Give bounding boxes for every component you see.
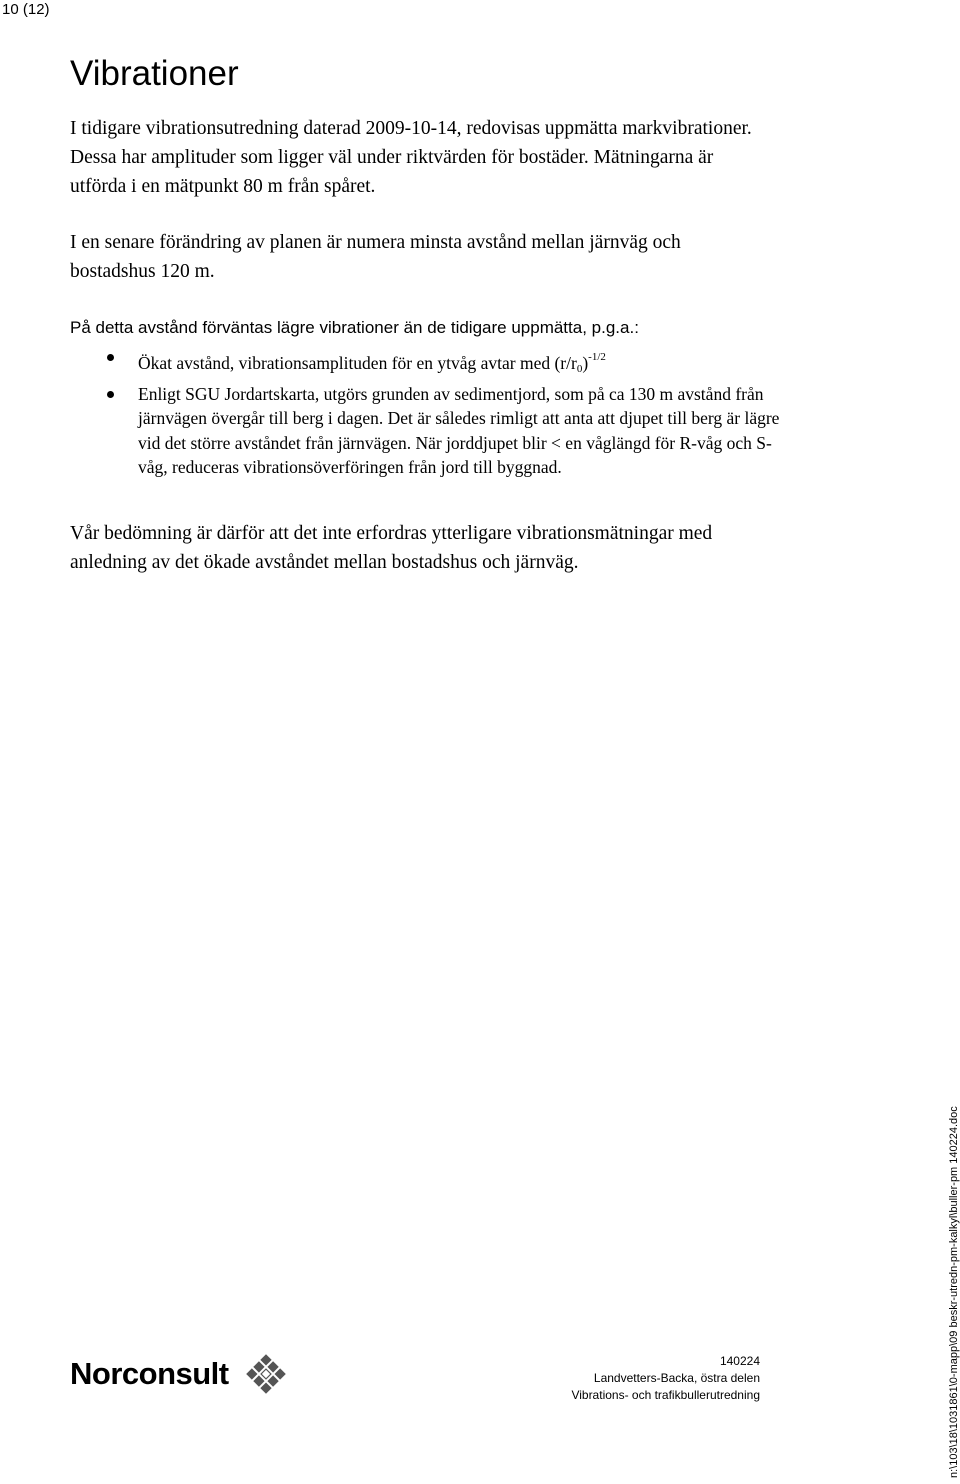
- list-item: [70, 345, 790, 382]
- formula-subscript: 0: [576, 363, 583, 375]
- bullet-text-soil: Enligt SGU Jordartskarta, utgörs grunden av sedimentjord, som på ca 130 m avstånd från järnvägen övergår till berg i dagen. Det är således rimligt att anta att djupet till berg är lägre vid det större avståndet från järnvägen. När jorddjupet blir < en våglängd för R-våg och S-våg, reduceras vibrationsöverföringen från jord till byggnad.: [138, 383, 780, 477]
- list-item: [70, 382, 790, 480]
- footer-info: [560, 1353, 760, 1404]
- norconsult-logo: [70, 1352, 310, 1396]
- bullet-text-distance: Ökat avstånd, vibrationsamplituden för en ytvåg avtar med (r/r: [138, 353, 577, 373]
- diamond-grid-logo-icon: [246, 1354, 286, 1394]
- formula-superscript: -1/2: [588, 351, 606, 363]
- file-path: n:\103\18\1031861\0-mapp\09 beskr-utredn-pm-kalkyl\buller-pm 140224.doc: [948, 1106, 960, 1478]
- reasons-bullet-list: [70, 345, 790, 480]
- footer-date-code: 140224: [719, 1354, 760, 1368]
- paragraph-conclusion: Vår bedömning är därför att det inte erfordras ytterligare vibrationsmätningar med anledning av det ökade avståndet mellan bostadshus och järnväg.: [70, 523, 713, 573]
- footer-report-title: Vibrations- och trafikbullerutredning: [571, 1388, 760, 1402]
- section-heading: Vibrationer: [70, 54, 239, 93]
- bullet-dot-icon: [107, 391, 114, 398]
- paragraph-previous-investigation: I tidigare vibrationsutredning daterad 2009-10-14, redovisas uppmätta markvibrationer. Dessa har amplituder som ligger väl under riktvärden för bostäder. Mätningarna är utförda i en mätpunkt 80 m från spåret.: [70, 118, 752, 197]
- page-number: 10 (12): [2, 1, 50, 18]
- formula-close-paren: ): [582, 353, 589, 373]
- logo-text: Norconsult: [70, 1356, 229, 1391]
- footer-project: Landvetters-Backa, östra delen: [593, 1371, 760, 1385]
- paragraph-expectation: På detta avstånd förväntas lägre vibrationer än de tidigare uppmätta, p.g.a.:: [70, 318, 639, 337]
- bullet-dot-icon: [107, 354, 114, 361]
- paragraph-plan-change: I en senare förändring av planen är numera minsta avstånd mellan järnväg och bostadshus 120 m.: [70, 232, 681, 282]
